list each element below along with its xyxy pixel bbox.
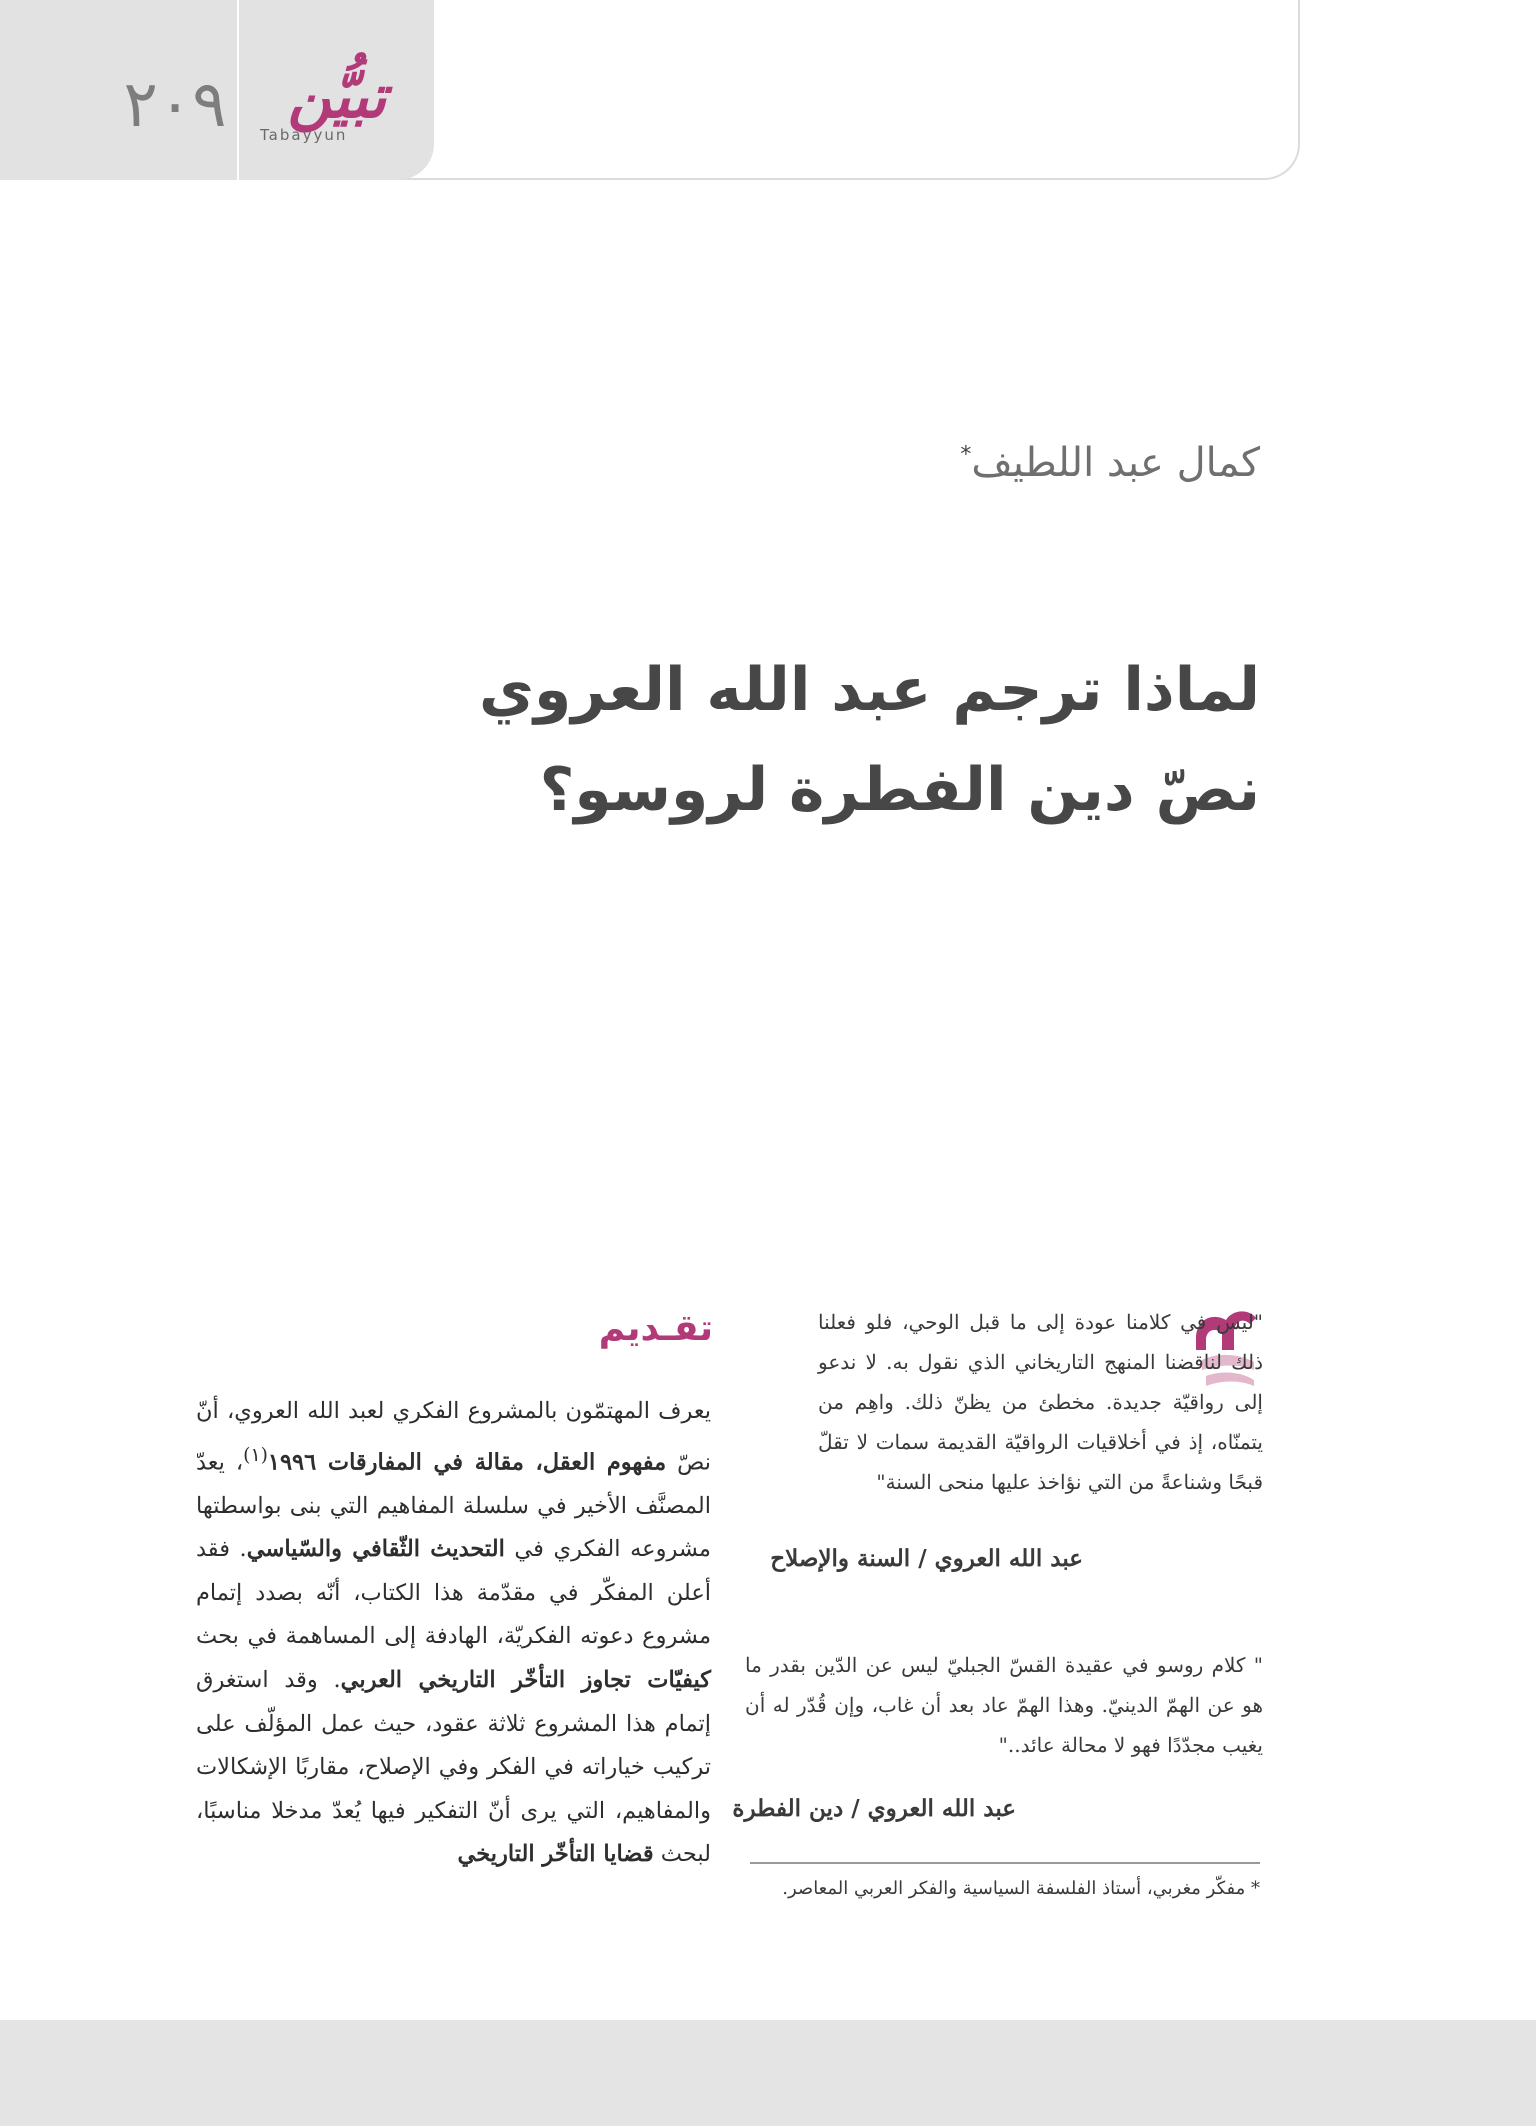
title-line-2: نصّ دين الفطرة لروسو؟: [539, 755, 1260, 825]
footer-band: [0, 2020, 1536, 2126]
logo-latin: Tabayyun: [260, 126, 348, 144]
page-number: ٢٠٩: [123, 68, 227, 142]
author-name: كمال عبد اللطيف: [971, 440, 1260, 486]
footnote-reference[interactable]: (١): [243, 1444, 268, 1466]
journal-logo: [252, 62, 422, 162]
article-title: [360, 640, 1260, 840]
body-paragraph: [196, 1390, 711, 1877]
article-author: [960, 440, 1260, 486]
body-bold-text: كيفيّات تجاوز التأخّر التاريخي العربي: [340, 1667, 711, 1694]
body-bold-year: ١٩٩٦: [267, 1449, 328, 1476]
body-bold-text: قضايا التأخّر التاريخي: [457, 1841, 654, 1868]
author-footnote-marker: *: [960, 442, 972, 468]
body-text: ، يعدّ المصنَّف الأخير في سلسلة المفاهيم التي بنى بواسطتها مشروعه الفكري في: [196, 1449, 711, 1563]
logo-arabic: تبيُّن: [287, 62, 387, 132]
body-bold-text: التحديث الثّقافي والسّياسي: [246, 1536, 505, 1563]
footnote-rule: [750, 1862, 1260, 1864]
body-text: . وقد استغرق إتمام هذا المشروع ثلاثة عقود، حيث عمل المؤلّف على تركيب خياراته في الفكر وفي الإصلاح، مقاربًا الإشكالات والمفاهيم، التي يرى أنّ التفكير فيها يُعدّ مدخلا مناسبًا، لبحث: [196, 1667, 711, 1868]
header-divider: [237, 0, 239, 180]
footnote: * مفكّر مغربي، أستاذ الفلسفة السياسية والفكر العربي المعاصر.: [782, 1878, 1260, 1899]
body-text: يعرف المهتمّون بالمشروع الفكري لعبد الله العروي، أنّ نصّ: [196, 1398, 711, 1476]
epigraph-1: "ليس في كلامنا عودة إلى ما قبل الوحي، فلو فعلنا ذلك لناقضنا المنهج التاريخاني الذي نقول به. لا ندعو إلى رواقيّة جديدة. مخطئ من يظنّ ذلك. واهِم من يتمنّاه، إذ في أخلاقيات الرواقيّة القديمة سمات لا تقلّ قبحًا وشناعةً من التي نؤاخذ عليها منحى السنة": [818, 1310, 1263, 1494]
epigraph-2: " كلام روسو في عقيدة القسّ الجبليّ ليس عن الدّين بقدر ما هو عن الهمّ الدينيّ. وهذا الهمّ عاد بعد أن غاب، وإن قُدّر له أن يغيب مجدّدًا فهو لا محالة عائد..": [745, 1653, 1263, 1757]
body-bold-text: مفهوم العقل، مقالة في المفارقات: [327, 1449, 667, 1476]
epigraph-1-attribution: عبد الله العروي / السنة والإصلاح: [770, 1545, 1083, 1572]
body-text: . فقد أعلن المفكّر في مقدّمة هذا الكتاب، أنّه بصدد إتمام مشروع دعوته الفكريّة، الهادفة إلى المساهمة في بحث: [196, 1536, 711, 1650]
epigraph-2-attribution: عبد الله العروي / دين الفطرة: [732, 1795, 1016, 1822]
title-line-1: لماذا ترجم عبد الله العروي: [478, 655, 1260, 725]
section-heading: تقـديم: [598, 1308, 713, 1349]
